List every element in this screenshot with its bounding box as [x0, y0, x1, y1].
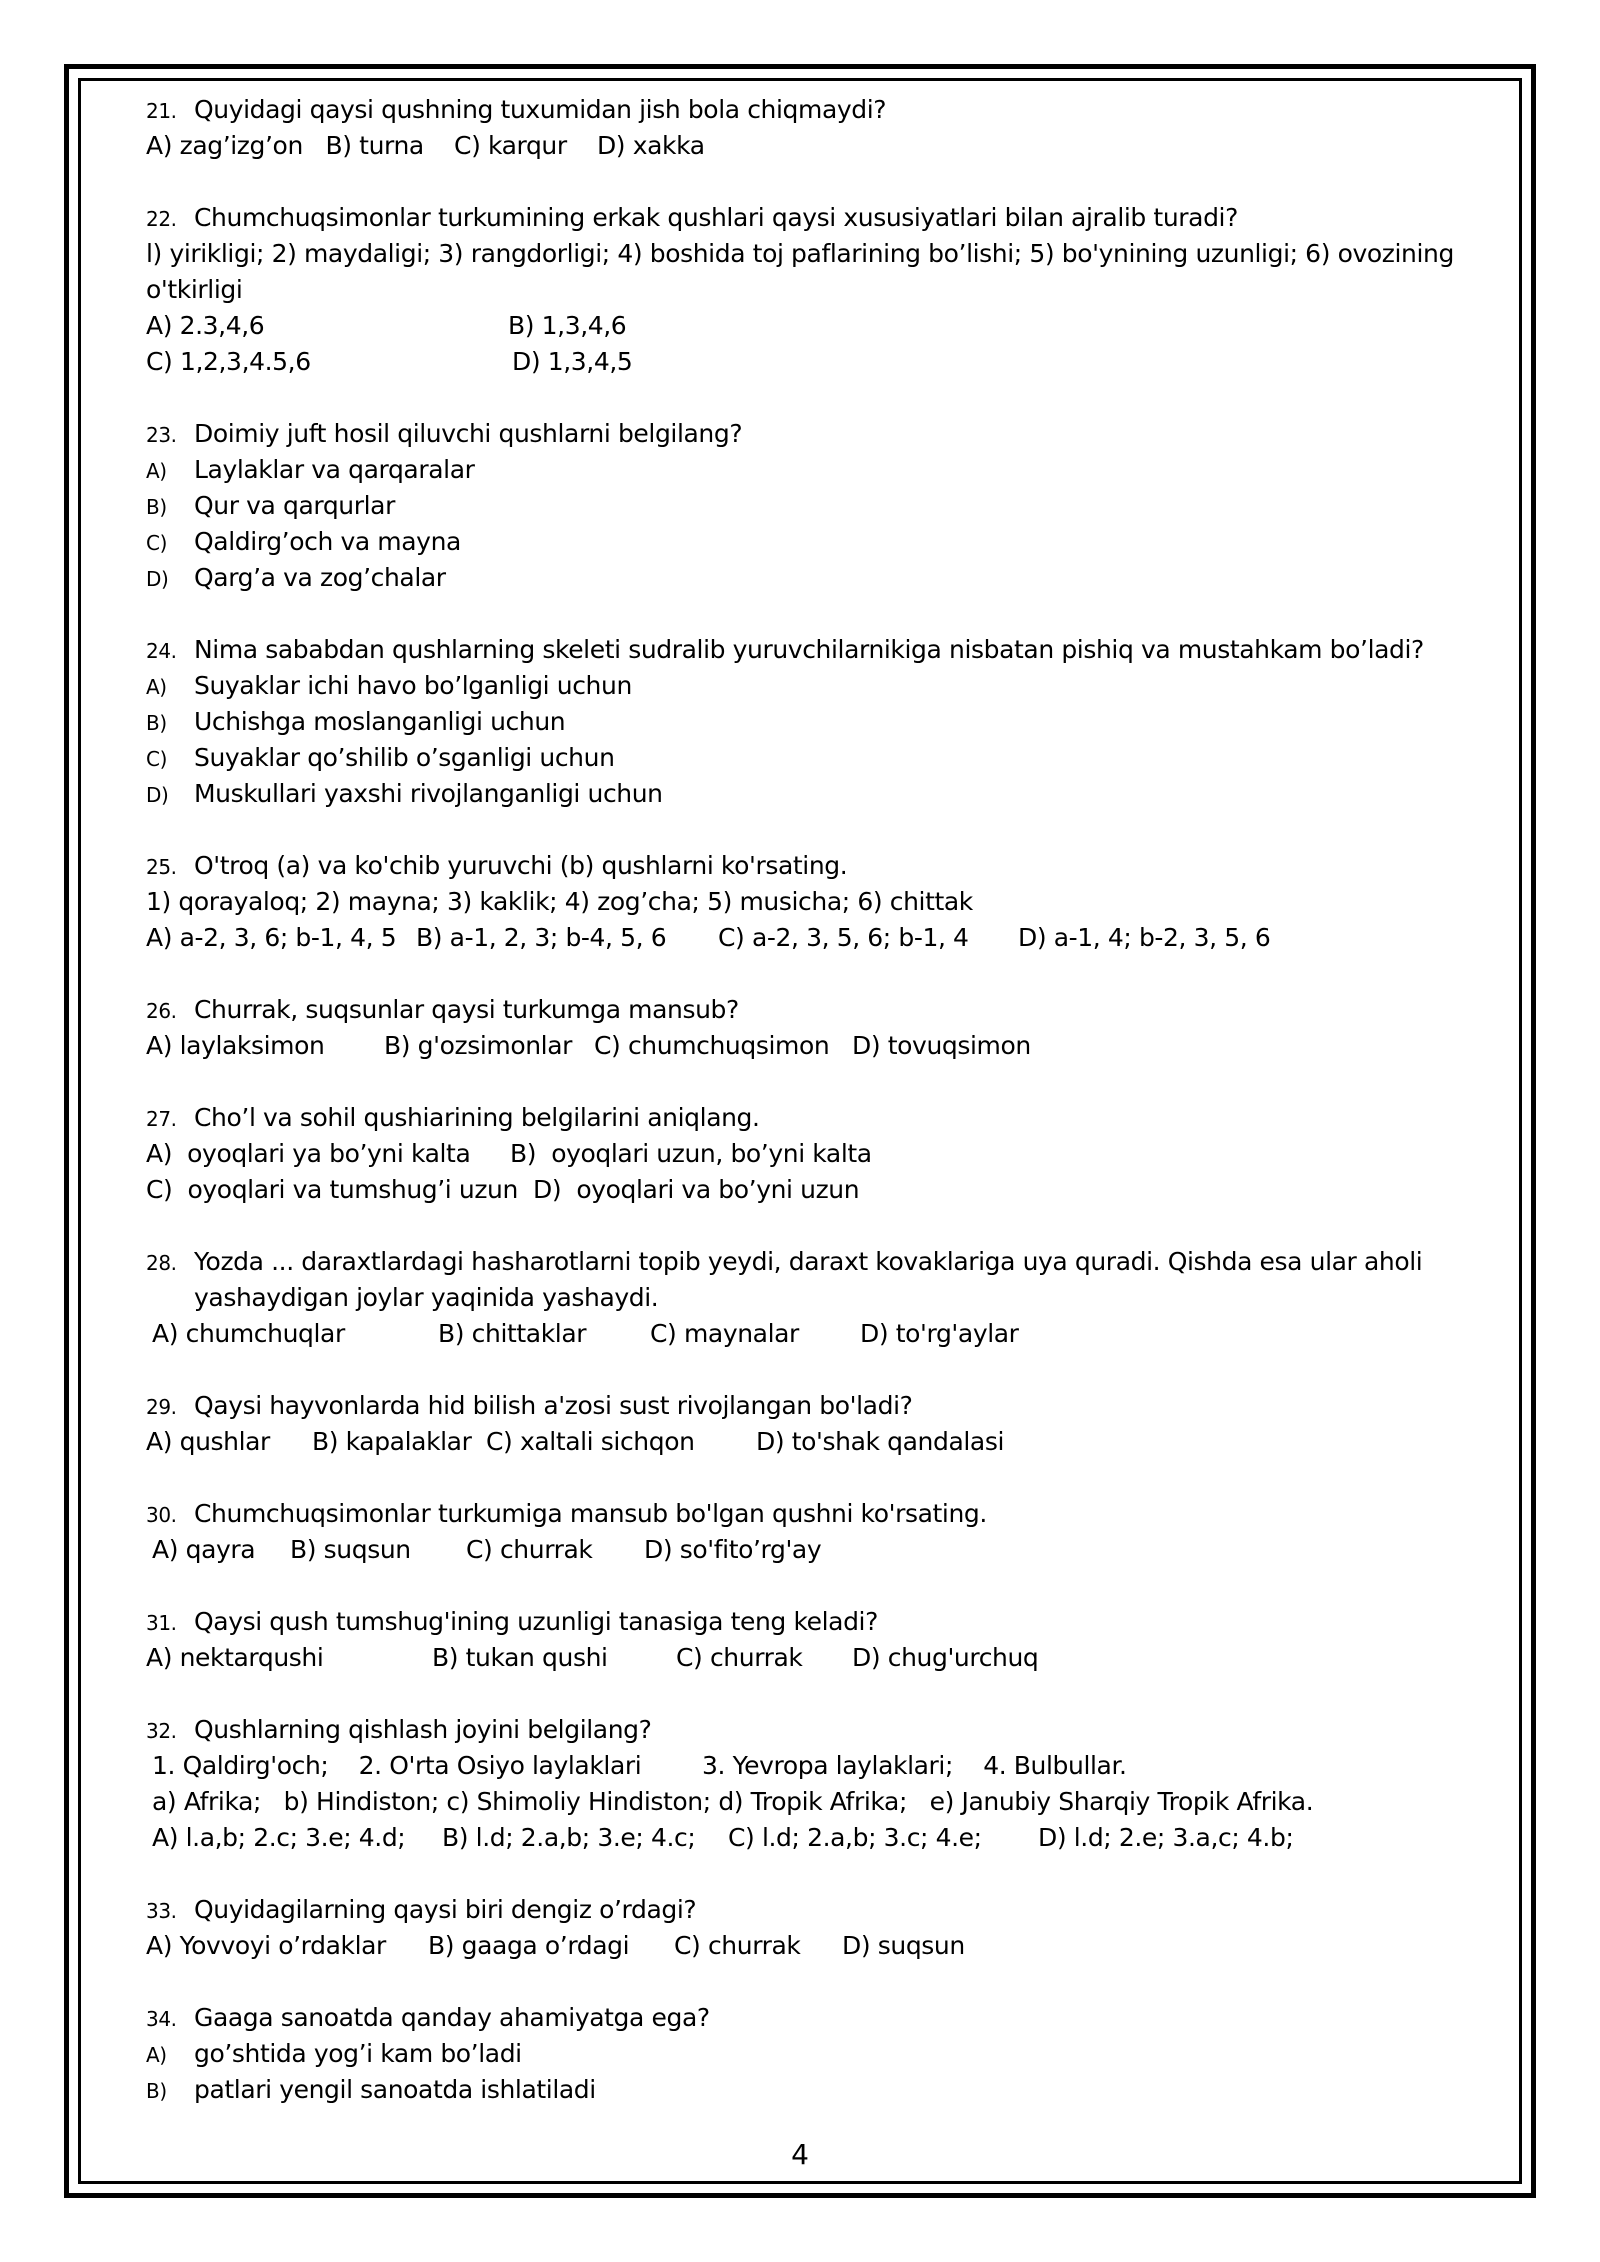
question-24	[146, 632, 1424, 668]
question-text: Qushlarning qishlash joyini belgilang?	[194, 1715, 652, 1744]
question-text: Doimiy juft hosil qiluvchi qushlarni belgilang?	[194, 419, 743, 448]
option-a: A) nektarqushi	[146, 1643, 324, 1672]
option-c: C) churrak	[676, 1643, 803, 1672]
option-b: B) chittaklar	[438, 1319, 587, 1348]
option-a: A) chumchuqlar	[152, 1319, 345, 1348]
question-27-options-row2: C) oyoqlari va tumshug’i uzun D) oyoqlari va bo’yni uzun	[146, 1175, 860, 1204]
option-b: B) kapalaklar	[312, 1427, 472, 1456]
option-c: C) churrak	[466, 1535, 593, 1564]
option-a: A) laylaksimon	[146, 1031, 325, 1060]
option-d: D) suqsun	[842, 1931, 965, 1960]
option-c: C) Suyaklar qo’shilib o’sganligi uchun	[146, 743, 615, 772]
question-number: 28.	[146, 1251, 177, 1275]
option-a: A) go’shtida yog’i kam bo’ladi	[146, 2039, 522, 2068]
question-text: Quyidagi qaysi qushning tuxumidan jish bola chiqmaydi?	[194, 95, 887, 124]
question-number: 31.	[146, 1611, 177, 1635]
option-c: C) 1,2,3,4.5,6	[146, 347, 311, 376]
option-b: B) 1,3,4,6	[508, 311, 627, 340]
question-30-options	[146, 1532, 822, 1568]
option-a: A) qushlar	[146, 1427, 270, 1456]
question-22	[146, 200, 1238, 236]
option-a: A) 2.3,4,6	[146, 311, 265, 340]
option-b: B) a-1, 2, 3; b-4, 5, 6	[416, 923, 667, 952]
question-number: 32.	[146, 1719, 177, 1743]
question-number: 25.	[146, 855, 177, 879]
option-c: C) chumchuqsimon	[594, 1031, 830, 1060]
question-22-options-row1	[146, 308, 627, 344]
question-text: Quyidagilarning qaysi biri dengiz o’rdagi?	[194, 1895, 697, 1924]
option-b: B) l.d; 2.a,b; 3.e; 4.c;	[442, 1823, 696, 1852]
question-31-options	[146, 1640, 1039, 1676]
question-text: Qaysi qush tumshug'ining uzunligi tanasiga teng keladi?	[194, 1607, 878, 1636]
question-29-options	[146, 1424, 1004, 1460]
question-25-list: 1) qorayaloq; 2) mayna; 3) kaklik; 4) zog’cha; 5) musicha; 6) chittak	[146, 887, 973, 916]
question-text: Nima sababdan qushlarning skeleti sudralib yuruvchilarnikiga nisbatan pishiq va mustahkam bo’ladi?	[194, 635, 1424, 664]
option-c: C) churrak	[674, 1931, 801, 1960]
option-c: C) xaltali sichqon	[486, 1427, 695, 1456]
option-a: A) oyoqlari ya bo’yni kalta	[146, 1139, 471, 1168]
option-d: D) to'rg'aylar	[860, 1319, 1019, 1348]
question-number: 24.	[146, 639, 177, 663]
question-26-options	[146, 1028, 1031, 1064]
question-number: 30.	[146, 1503, 177, 1527]
question-33	[146, 1892, 696, 1928]
question-34	[146, 2000, 710, 2036]
question-27-options-row1	[146, 1136, 872, 1172]
option-b: B) g'ozsimonlar	[384, 1031, 573, 1060]
option-d: D) Muskullari yaxshi rivojlanganligi uchun	[146, 779, 663, 808]
option-a: A) qayra	[152, 1535, 256, 1564]
question-text: Churrak, suqsunlar qaysi turkumga mansub?	[194, 995, 739, 1024]
question-30	[146, 1496, 987, 1532]
option-d: D) tovuqsimon	[852, 1031, 1031, 1060]
option-b: B) Qur va qarqurlar	[146, 491, 395, 520]
option-d: D) to'shak qandalasi	[756, 1427, 1004, 1456]
option-d: D) so'fito’rg'ay	[644, 1535, 822, 1564]
option-c: C) maynalar	[650, 1319, 799, 1348]
question-text: Qaysi hayvonlarda hid bilish a'zosi sust rivojlangan bo'ladi?	[194, 1391, 913, 1420]
question-31	[146, 1604, 878, 1640]
question-text: O'troq (a) va ko'chib yuruvchi (b) qushlarni ko'rsating.	[194, 851, 848, 880]
option-d: D) l.d; 2.e; 3.a,c; 4.b;	[1038, 1823, 1294, 1852]
question-number: 23.	[146, 423, 177, 447]
option-b: B) tukan qushi	[432, 1643, 608, 1672]
option-a: A) Suyaklar ichi havo bo’lganligi uchun	[146, 671, 632, 700]
option-a: A) a-2, 3, 6; b-1, 4, 5	[146, 923, 397, 952]
option-d: D) Qarg’a va zog’chalar	[146, 563, 446, 592]
question-23	[146, 416, 742, 452]
option-a: A) Laylaklar va qarqaralar	[146, 455, 475, 484]
option-b: B) oyoqlari uzun, bo’yni kalta	[510, 1139, 872, 1168]
question-number: 34.	[146, 2007, 177, 2031]
question-32-options	[146, 1820, 1294, 1856]
option-a: A) l.a,b; 2.c; 3.e; 4.d;	[152, 1823, 406, 1852]
question-32-list: 1. Qaldirg'och; 2. O'rta Osiyo laylaklari 3. Yevropa laylaklari; 4. Bulbullar.	[152, 1751, 1127, 1780]
question-33-options	[146, 1928, 965, 1964]
option-d: D) a-1, 4; b-2, 3, 5, 6	[1018, 923, 1271, 952]
option-b: B) gaaga o’rdagi	[428, 1931, 630, 1960]
question-number: 26.	[146, 999, 177, 1023]
question-27	[146, 1100, 760, 1136]
question-32	[146, 1712, 652, 1748]
question-text: Gaaga sanoatda qanday ahamiyatga ega?	[194, 2003, 710, 2032]
question-22-options-row2	[146, 344, 633, 380]
option-b: B) suqsun	[290, 1535, 411, 1564]
option-d: D) chug'urchuq	[852, 1643, 1039, 1672]
question-21	[146, 92, 886, 128]
question-25-options	[146, 920, 1271, 956]
question-number: 21.	[146, 99, 177, 123]
question-29	[146, 1388, 912, 1424]
question-22-list-cont: o'tkirligi	[146, 275, 243, 304]
option-d: D) 1,3,4,5	[512, 347, 633, 376]
question-text: Yozda ... daraxtlardagi hasharotlarni topib yeydi, daraxt kovaklariga uya quradi. Qishda esa ular aholi	[194, 1247, 1423, 1276]
question-28-text-cont: yashaydigan joylar yaqinida yashaydi.	[194, 1283, 659, 1312]
question-22-list: l) yirikligi; 2) maydaligi; 3) rangdorligi; 4) boshida toj paflarining bo’lishi; 5) bo'ynining uzunligi; 6) ovozining	[146, 239, 1454, 268]
question-text: Cho’l va sohil qushiarining belgilarini aniqlang.	[194, 1103, 760, 1132]
option-c: C) l.d; 2.a,b; 3.c; 4.e;	[728, 1823, 982, 1852]
option-c: C) Qaldirg’och va mayna	[146, 527, 461, 556]
question-21-options: A) zag’izg’on B) turna C) karqur D) xakka	[146, 131, 705, 160]
question-text: Chumchuqsimonlar turkumining erkak qushlari qaysi xususiyatlari bilan ajralib turadi?	[194, 203, 1238, 232]
question-28	[146, 1244, 1422, 1280]
question-number: 27.	[146, 1107, 177, 1131]
option-c: C) a-2, 3, 5, 6; b-1, 4	[718, 923, 969, 952]
question-number: 22.	[146, 207, 177, 231]
question-text: Chumchuqsimonlar turkumiga mansub bo'lgan qushni ko'rsating.	[194, 1499, 987, 1528]
option-a: A) Yovvoyi o’rdaklar	[146, 1931, 386, 1960]
page-number: 4	[791, 2138, 809, 2171]
question-26	[146, 992, 739, 1028]
question-28-options	[146, 1316, 1019, 1352]
question-number: 33.	[146, 1899, 177, 1923]
option-b: B) patlari yengil sanoatda ishlatiladi	[146, 2075, 596, 2104]
question-25	[146, 848, 847, 884]
option-b: B) Uchishga moslanganligi uchun	[146, 707, 566, 736]
question-number: 29.	[146, 1395, 177, 1419]
question-32-places: a) Afrika; b) Hindiston; c) Shimoliy Hindiston; d) Tropik Afrika; e) Janubiy Sharqiy Tropik Afrika.	[152, 1787, 1314, 1816]
